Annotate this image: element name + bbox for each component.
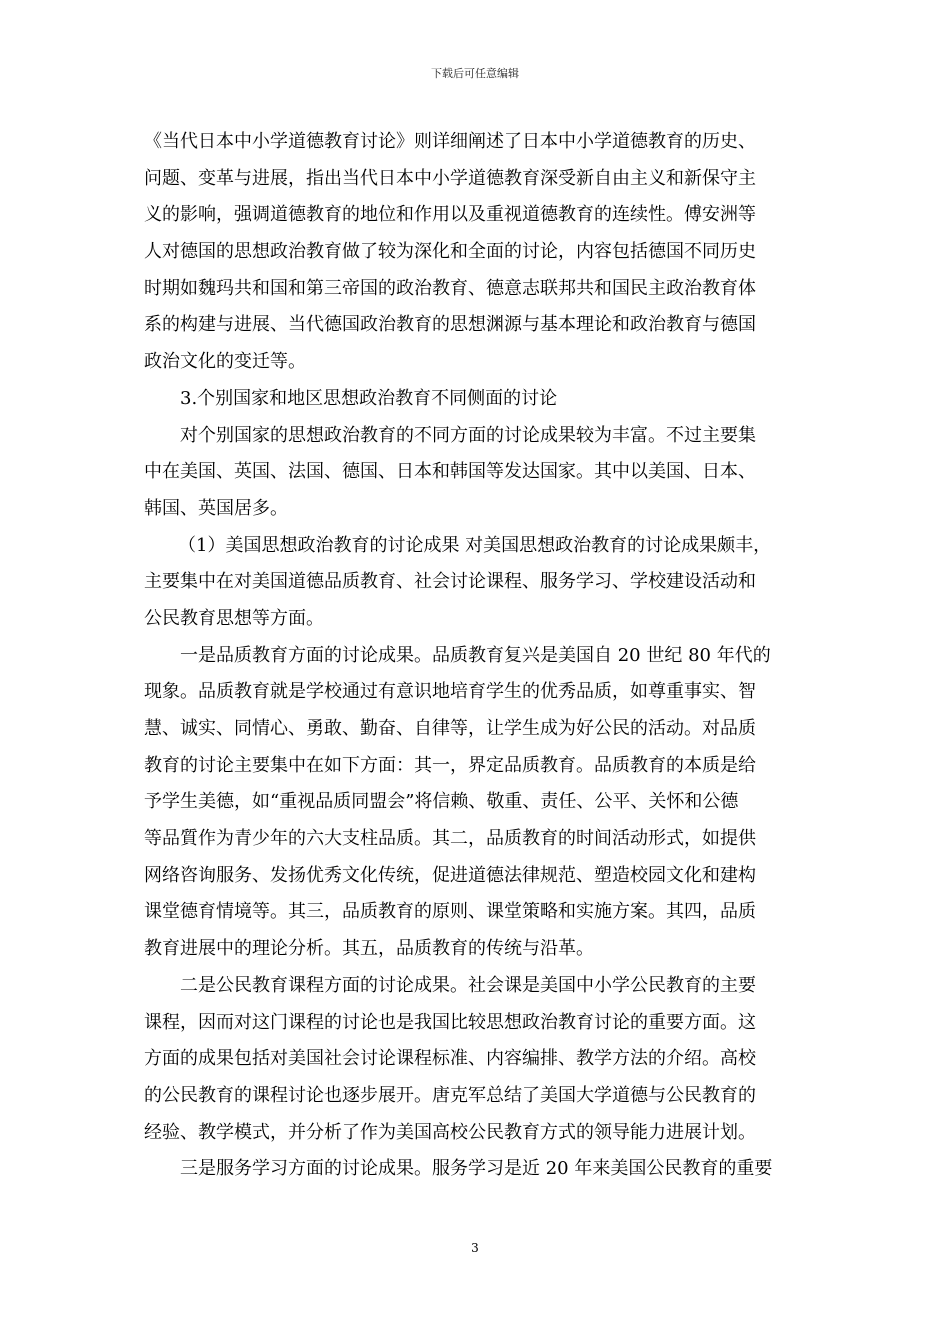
text-line: 公民教育思想等方面。 [144, 607, 324, 629]
subsection-heading-line: （1）美国思想政治教育的讨论成果 对美国思想政治教育的讨论成果颇丰， [178, 534, 772, 556]
text-line: 人对德国的思想政治教育做了较为深化和全面的讨论，内容包括德国不同历史 [144, 241, 756, 263]
text-line: 主要集中在对美国道德品质教育、社会讨论课程、服务学习、学校建设活动和 [144, 571, 756, 593]
text-line: 对个别国家的思想政治教育的不同方面的讨论成果较为丰富。不过主要集 [180, 424, 756, 446]
page-number: 3 [471, 1241, 479, 1255]
page-header: 下载后可任意编辑 [431, 67, 519, 80]
text-line: 课程，因而对这门课程的讨论也是我国比较思想政治教育讨论的重要方面。这 [144, 1011, 756, 1033]
text-line: 网络咨询服务、发扬优秀文化传统，促进道德法律规范、塑造校园文化和建构 [144, 864, 756, 886]
text-line: 中在美国、英国、法国、德国、日本和韩国等发达国家。其中以美国、日本、 [144, 461, 756, 483]
text-line: 经验、教学模式，并分析了作为美国高校公民教育方式的领导能力进展计划。 [144, 1121, 756, 1143]
text-line: 义的影响，强调道德教育的地位和作用以及重视道德教育的连续性。傅安洲等 [144, 204, 756, 226]
text-line: 等品質作为青少年的六大支柱品质。其二，品质教育的时间活动形式，如提供 [144, 828, 756, 850]
section-heading: 3.个别国家和地区思想政治教育不同侧面的讨论 [180, 387, 558, 409]
text-line: 现象。品质教育就是学校通过有意识地培育学生的优秀品质，如尊重事实、智 [144, 681, 756, 703]
text-line: 三是服务学习方面的讨论成果。服务学习是近 20 年来美国公民教育的重要 [180, 1158, 773, 1180]
text-line: 问题、变革与进展，指出当代日本中小学道德教育深受新自由主义和新保守主 [144, 167, 756, 189]
text-line: 一是品质教育方面的讨论成果。品质教育复兴是美国自 20 世纪 80 年代的 [180, 644, 771, 666]
text-line: 时期如魏玛共和国和第三帝国的政治教育、德意志联邦共和国民主政治教育体 [144, 277, 756, 299]
text-line: 《当代日本中小学道德教育讨论》则详细阐述了日本中小学道德教育的历史、 [144, 131, 756, 152]
text-line: 慧、诚实、同情心、勇敢、勤奋、自律等，让学生成为好公民的活动。对品质 [144, 718, 756, 739]
text-line: 政治文化的变迁等。 [144, 351, 306, 373]
text-line: 予学生美德，如“重视品质同盟会”将信赖、敬重、责任、公平、关怀和公德 [144, 791, 739, 813]
text-line: 课堂德育情境等。其三，品质教育的原则、课堂策略和实施方案。其四，品质 [144, 901, 756, 923]
body-text [144, 124, 812, 1188]
text-line: 教育进展中的理论分析。其五，品质教育的传统与沿革。 [144, 938, 594, 960]
text-line: 方面的成果包括对美国社会讨论课程标准、内容编排、教学方法的介绍。高校 [144, 1048, 756, 1070]
text-line: 二是公民教育课程方面的讨论成果。社会课是美国中小学公民教育的主要 [180, 974, 756, 996]
text-line: 教育的讨论主要集中在如下方面：其一，界定品质教育。品质教育的本质是给 [144, 754, 756, 776]
text-line: 的公民教育的课程讨论也逐步展开。唐克军总结了美国大学道德与公民教育的 [144, 1084, 756, 1106]
text-line: 系的构建与进展、当代德国政治教育的思想渊源与基本理论和政治教育与德国 [144, 314, 756, 336]
text-line: 韩国、英国居多。 [144, 497, 288, 519]
